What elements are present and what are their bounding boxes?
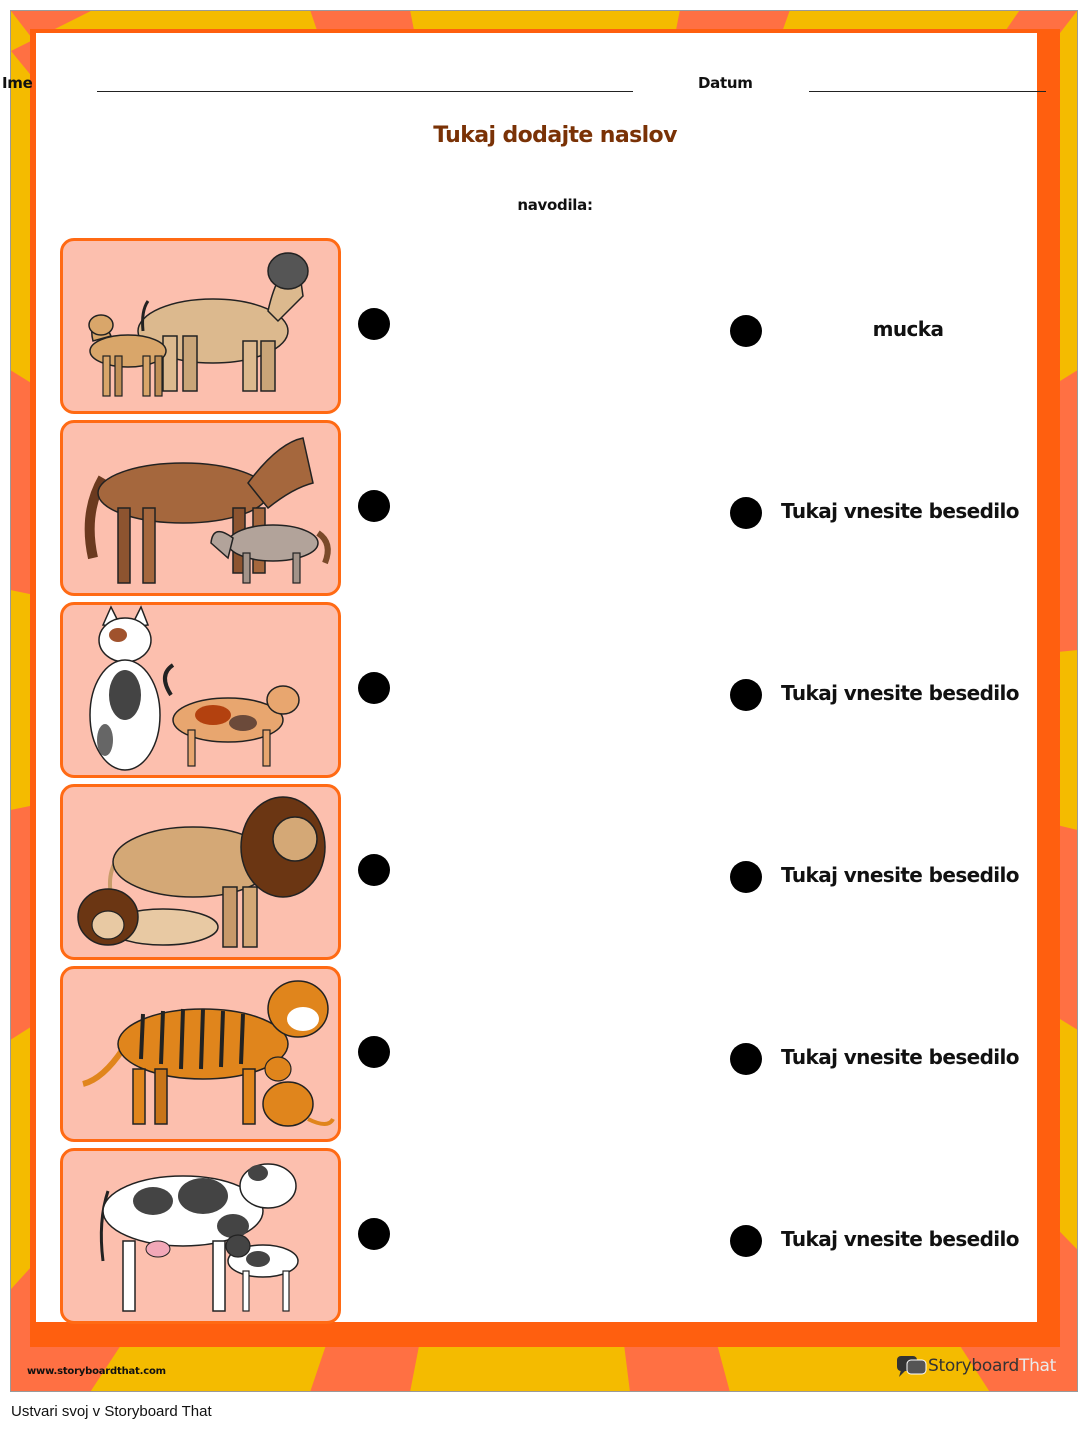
right-connector-dot-6[interactable] bbox=[730, 1225, 762, 1257]
right-connector-dot-1[interactable] bbox=[730, 315, 762, 347]
card-cat bbox=[60, 602, 341, 778]
left-connector-dot-1[interactable] bbox=[358, 308, 390, 340]
card-dog bbox=[60, 238, 341, 414]
lion-and-cub-illustration bbox=[63, 787, 338, 957]
brand-name-part2: That bbox=[1019, 1356, 1057, 1376]
date-label: Datum bbox=[698, 74, 753, 92]
right-connector-dot-2[interactable] bbox=[730, 497, 762, 529]
horse-and-foal-illustration bbox=[63, 423, 338, 593]
dog-and-puppy-illustration bbox=[63, 241, 338, 411]
storyboardthat-logo[interactable] bbox=[896, 1353, 1056, 1379]
card-tiger bbox=[60, 966, 341, 1142]
date-field-line[interactable] bbox=[809, 91, 1046, 92]
speech-bubble-icon bbox=[896, 1354, 928, 1378]
worksheet-instructions[interactable]: navodila: bbox=[517, 196, 593, 214]
answer-text-2[interactable]: Tukaj vnesite besedilo bbox=[781, 499, 1019, 523]
answer-text-1[interactable]: mucka bbox=[872, 317, 944, 341]
name-field-line[interactable] bbox=[97, 91, 633, 92]
left-connector-dot-5[interactable] bbox=[358, 1036, 390, 1068]
brand-name-part1: Storyboard bbox=[928, 1356, 1019, 1376]
worksheet-title[interactable]: Tukaj dodajte naslov bbox=[433, 123, 677, 148]
cow-and-calf-illustration bbox=[63, 1151, 338, 1321]
left-connector-dot-2[interactable] bbox=[358, 490, 390, 522]
answer-text-4[interactable]: Tukaj vnesite besedilo bbox=[781, 863, 1019, 887]
right-connector-dot-4[interactable] bbox=[730, 861, 762, 893]
answer-text-5[interactable]: Tukaj vnesite besedilo bbox=[781, 1045, 1019, 1069]
left-connector-dot-4[interactable] bbox=[358, 854, 390, 886]
card-lion bbox=[60, 784, 341, 960]
left-connector-dot-3[interactable] bbox=[358, 672, 390, 704]
tiger-and-cub-illustration bbox=[63, 969, 338, 1139]
card-horse bbox=[60, 420, 341, 596]
cat-and-kitten-illustration bbox=[63, 605, 338, 775]
right-connector-dot-5[interactable] bbox=[730, 1043, 762, 1075]
left-connector-dot-6[interactable] bbox=[358, 1218, 390, 1250]
footer-url[interactable]: www.storyboardthat.com bbox=[27, 1366, 166, 1377]
answer-text-6[interactable]: Tukaj vnesite besedilo bbox=[781, 1227, 1019, 1251]
answer-text-3[interactable]: Tukaj vnesite besedilo bbox=[781, 681, 1019, 705]
right-connector-dot-3[interactable] bbox=[730, 679, 762, 711]
name-label: Ime bbox=[2, 74, 33, 92]
card-cow bbox=[60, 1148, 341, 1324]
bottom-caption-link[interactable]: Ustvari svoj v Storyboard That bbox=[11, 1403, 212, 1420]
